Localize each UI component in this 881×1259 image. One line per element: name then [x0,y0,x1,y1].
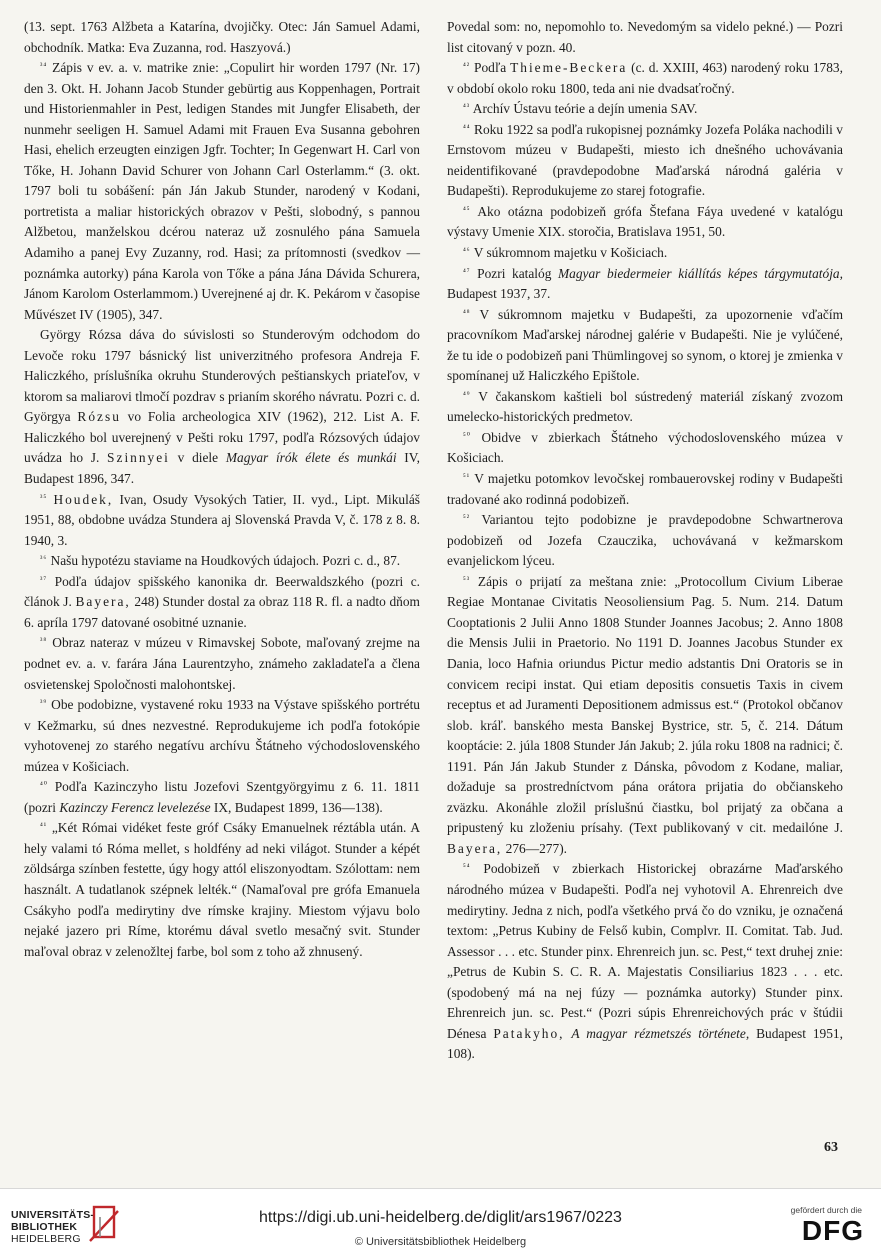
footnote-41-continued: Povedal som: no, nepomohlo to. Nevedomým sa videlo pekné.) — Pozri list citovaný v pozn. 40. [447,19,843,55]
footnote-text: V majetku potomkov levočskej rombauerovskej rodiny v Budapešti tradované ako rodinná podobizeň. [447,471,843,507]
funding-note: gefördert durch die [790,1205,862,1215]
footnote-text: „Két Római vidéket feste gróf Csáky Emanuelnek réztábla után. A hely valami tó Róma mellet, s holdfény ad neki világot. Stunder a képét zöldsárga színben festette, úgy hogy attól eliszonyodtam. Szólottam: nem használt. A tudatlanok szépnek lelték.“ (Namaľoval pre grófa Emanuela Csákyho podľa medirytiny dve rímske krajiny. Miestom výjavu bolo nejaké jazero pri Ríme, ktorému dával svetlo mesačný svit. Stunder maľoval obraz v zelenožltej farbe, bol som z toho až zhnusený. [24,820,420,959]
footnote-number: ⁴³ [463,102,471,112]
library-name-line: UNIVERSITÄTS- [11,1209,95,1221]
footnote-49 [447,387,843,428]
dfg-logo[interactable]: DFG [801,1215,864,1246]
footnote-text: Ivan, Osudy Vysokých Tatier, II. vyd., Lipt. Mikuláš 1951, 88, obdobne uvádza Stundera aj Slovenská Pravda V, č. 178 z 8. 8. 1940, 3. [24,491,420,548]
footnote-text: (c. d. XXIII, 463) narodený roku 1783, v období okolo roku 1800, teda ani nie dvadsaťročný. [447,60,843,96]
author-name: Szinnyei [107,450,170,466]
footnote-number: ⁵³ [463,574,471,584]
book-title: A magyar rézmetszés története, [571,1025,750,1041]
footnote-36 [24,551,420,572]
footnote-text: Obraz nateraz v múzeu v Rimavskej Sobote, maľovaný zrejme na podnet ev. a. v. farára Jána Laurentzyho, známeho zakladateľa a člena osvietenskej Spoločnosti malohontskej. [24,635,421,692]
copyright-notice: © Universitätsbibliothek Heidelberg [354,1236,527,1248]
footnote-number: ⁴⁵ [463,204,471,214]
footnote-51 [447,469,843,510]
footnote-number: ³⁴ [40,61,48,71]
footnote-text: Obidve v zbierkach Štátneho východoslovenského múzea v Košiciach. [447,429,843,466]
footnote-45 [447,202,843,243]
footnote-text: Podobizeň v zbierkach Historickej obrazárne Maďarského národného múzea v Budapešti. Podľa nej vyhotovil A. Ehrenreich dve medirytiny. Jedna z nich, podľa všetkého prvá čo do vzniku, je označená textom: „Petrus Kubiny de Felső kubin, Complvr. II. Comitat. Tab. Jud. Assessor . . . etc. Stunder pinx. Ehrenreich jun. sc. Pest,“ text druhej znie: „Petrus de Kubin S. C. R. A. Majestatis Consiliarius 1823 . . . etc. (spodobený má na nej fúzy — poznámka autorky) Stunder pinx. Ehrenreich jun. sc. Pest.“ (Pozri súpis Ehrenreichových prác v štúdii Dénesa [447,861,843,1041]
footnote-48 [447,305,843,387]
footnote-text: Budapest 1951, 108). [447,1025,843,1062]
footnote-46 [447,243,843,264]
footnote-34-paragraph-2 [24,325,420,489]
left-column [24,17,420,962]
library-footer [0,1188,881,1259]
footnote-text: V čakanskom kaštieli bol sústredený materiál získaný zvozom umelecko-historických predmetov. [447,388,843,425]
footnote-text: Ako otázna podobizeň grófa Štefana Fáya uvedené v katalógu výstavy Umenie XIX. storočia, Bratislava 1951, 50. [447,203,843,240]
footnote-39 [24,695,420,777]
footnote-text: Obe podobizne, vystavené roku 1933 na Výstave spišského portrétu v Kežmarku, sú dnes nezvestné. Reprodukujeme ich podľa fotokópie vyhotovenej zo starého negatívu archívu Štátneho východoslovenského múzea v Košiciach. [24,697,420,774]
right-column [447,17,843,1065]
footnote-text: V súkromnom majetku v Košiciach. [473,245,668,261]
footnote-number: ⁵² [463,513,471,523]
footnote-text: 276—277). [505,840,567,856]
footnote-text: Podľa [474,60,507,76]
footnote-number: ⁵⁴ [463,862,471,872]
author-name: Thieme-Beckera [510,60,628,76]
footnote-text: V súkromnom majetku v Budapešti, za upozornenie vďačím pracovníkom Maďarskej národnej galérie v Budapešti. Nie je vylúčené, že tu ide o podobizeň pani Thümlingovej so synom, o ktorej je zmienka v spomínanej už Haliczkého Epištole. [447,306,843,384]
footnote-number: ³⁷ [40,574,48,584]
author-name: Bayera, [75,594,131,610]
footnote-52 [447,510,843,572]
footnote-number: ⁴⁷ [463,266,471,276]
book-title: Kazinczy Ferencz levelezése [59,799,211,815]
footnote-number: ⁵⁰ [463,430,471,440]
footnote-number: ⁴⁹ [463,389,471,399]
footnote-47 [447,264,843,305]
footnote-text: Našu hypotézu staviame na Houdkových údajoch. Pozri c. d., 87. [50,553,401,569]
author-name: Bayera, [447,840,503,856]
library-name-line: BIBLIOTHEK [11,1221,78,1233]
footnote-text: Pozri katalóg [477,265,552,281]
footnote-text: Zápis o prijatí za meštana znie: „Protocollum Civium Liberae Regiae Montanae Civitatis Neosoliensium Pag. 5. Num. 214. Datum Cooptationis 2 Julii Anno 1808 Stunder Joannes Jacobus; 2. Anno 1808 die Mensis Julii in Praetorio. No 1191 D. Joannes Jacobus Stunder ex Dania, loco Hafnia oriundus Pictur medio adstantis Dni Oratoris se in convicem recipi instat. Qui etiam depositis consuetis Taxis in civem receptus et ad Juramenti Depositionem admissus est.“ (Protokol občanov slob. kráľ. banského mesta Banskej Bystrice, str. 5, č. 214. Dátum kooptácie: 2. júla 1808 Stunder Ján Jakub; 2. júla roku 1808 na radnici; č. 1191. Pán Ján Jakub Stunder z Dánska, pôvodom z Kodane, maliar, dožaduje sa prostredníctvom pána orátora prijatia do občianskeho zväzku. Akonáhle zložil príslušnú čiastku, bol prijatý za občana a pripustený ku zloženiu prísahy. (Text publikovaný v cit. medailóne J. [447,573,843,836]
footnote-text: Archív Ústavu teórie a dejín umenia SAV. [472,101,698,117]
footnote-35 [24,490,420,552]
footnote-number: ³⁹ [40,698,48,708]
footnote-37 [24,572,420,634]
footnote-number: ⁴¹ [40,821,48,831]
footnote-text: IV, Budapest 1896, 347. [24,450,421,487]
permalink-url[interactable]: https://digi.ub.uni-heidelberg.de/diglit/ars1967/0223 [259,1209,622,1226]
footnote-44 [447,120,843,202]
footnote-number: ⁴⁶ [463,246,471,256]
author-name: Rózsu [77,409,121,425]
footnote-number: ⁴² [463,61,471,71]
footnote-text: Budapest 1937, 37. [447,286,551,302]
footnote-text: v diele [177,450,219,466]
footnote-text: Podľa údajov spišského kanonika dr. Beerwaldszkého (pozri c. článok J. [24,573,420,610]
footnote-number: ⁵¹ [463,472,471,482]
footnote-text: 248) Stunder dostal za obraz 118 R. fl. a nadto dňom 6. apríla 1797 datované osobitné uznanie. [24,594,420,630]
footnote-text: Podľa Kazinczyho listu Jozefovi Szentgyörgyimu z 6. 11. 1811 (pozri [24,779,420,815]
author-name: Patakyho, [493,1025,565,1041]
footnote-50 [447,428,843,469]
footnote-34 [24,58,420,325]
footnote-text: Variantou tejto podobizne je pravdepodobne Schwartnerova podobizeň od Jozefa Czauczika, uchovávaná v kežmarskom evanjelickom lýceu. [447,512,843,569]
book-title: Magyar írók élete és munkái [225,450,397,466]
footnote-43 [447,99,843,120]
footnote-53 [447,572,843,860]
footnote-41 [24,818,420,962]
footnote-text: György Rózsa dáva do súvislosti so Stunderovým odchodom do Levoče roku 1797 básnický list univerzitného profesora Andreja F. Haliczkého, príslušníka okruhu Stunderových peštianskych priateľov, v ktorom sa maliarovi tlmočí pozdrav s prianím skorého návratu. Pozri c. d. Györgya [24,327,420,425]
footnote-38 [24,633,420,695]
footnote-33-continued: (13. sept. 1763 Alžbeta a Katarína, dvojičky. Otec: Ján Samuel Adami, obchodník. Matka: Eva Zuzanna, rod. Haszyová.) [24,19,420,55]
footnote-number: ³⁶ [40,554,48,564]
footnote-number: ⁴⁸ [463,307,471,317]
footnote-number: ³⁵ [40,492,48,502]
footnote-number: ⁴⁰ [40,780,48,790]
library-name-line: HEIDELBERG [11,1233,81,1245]
page-number: 63 [824,1140,838,1155]
footnote-42 [447,58,843,99]
footnote-40 [24,777,420,818]
author-name: Houdek, [53,491,114,507]
book-title: Magyar biedermeier kiállítás képes tárgymutatója, [557,265,843,281]
footnote-number: ³⁸ [40,636,48,646]
footnote-text: Zápis v ev. a. v. matrike znie: „Copulirt hir worden 1797 (Nr. 17) den 3. Okt. H. Johann Jacob Stunder gebürtig aus Koppenhagen, Portrait und Historienmahler in Pest, ledigen Standes mit Jungfer Elisabeth, der nunmehr seeligen H. Samuel Adami mit Frauen Eva Susanna gebohren Hasi, ehelich erzeugten einzigen Jgfr. Tochter; In Gegenwart H. Carl von Tőke, H. Johann David Schurer von Johann Carl Osterlamm.“ (3. okt. 1797 boli tu sobášení: pán Ján Jakub Stunder, narodený v Kodani, portretista a maliar historických obrazov v Pešti, slobodný, s pannou Alžbetou, manželskou dcérou nateraz už zosnulého pána Samuela Adamiho a panej Evy Zuzanny, rod. Hasi; za prítomnosti (svedkov — poznámka autorky) pána Karola von Tőke a pána Jána Dávida Schurera, Jánom Karolom Osterlammom.) Uverejnené aj dr. K. Pekárom v časopise Művészet IV (1905), 347. [24,60,420,322]
footnote-text: vo Folia archeologica XIV (1962), 212. List A. F. Haliczkého bol uverejnený v Pešti roku 1797, podľa Rózsových údajov uvádza ho J. [24,409,421,466]
footnote-number: ⁴⁴ [463,122,471,132]
footnote-text: Roku 1922 sa podľa rukopisnej poznámky Jozefa Poláka nachodili v Ernstovom múzeu v Budapešti, miesto ich dnešného uchovávania neidentifikované (pravdepodobne Maďarská národná galéria v Budapešti). Reprodukujeme zo starej fotografie. [447,121,843,199]
footnote-text: IX, Budapest 1899, 136—138). [213,799,383,815]
footnote-54 [447,859,843,1064]
